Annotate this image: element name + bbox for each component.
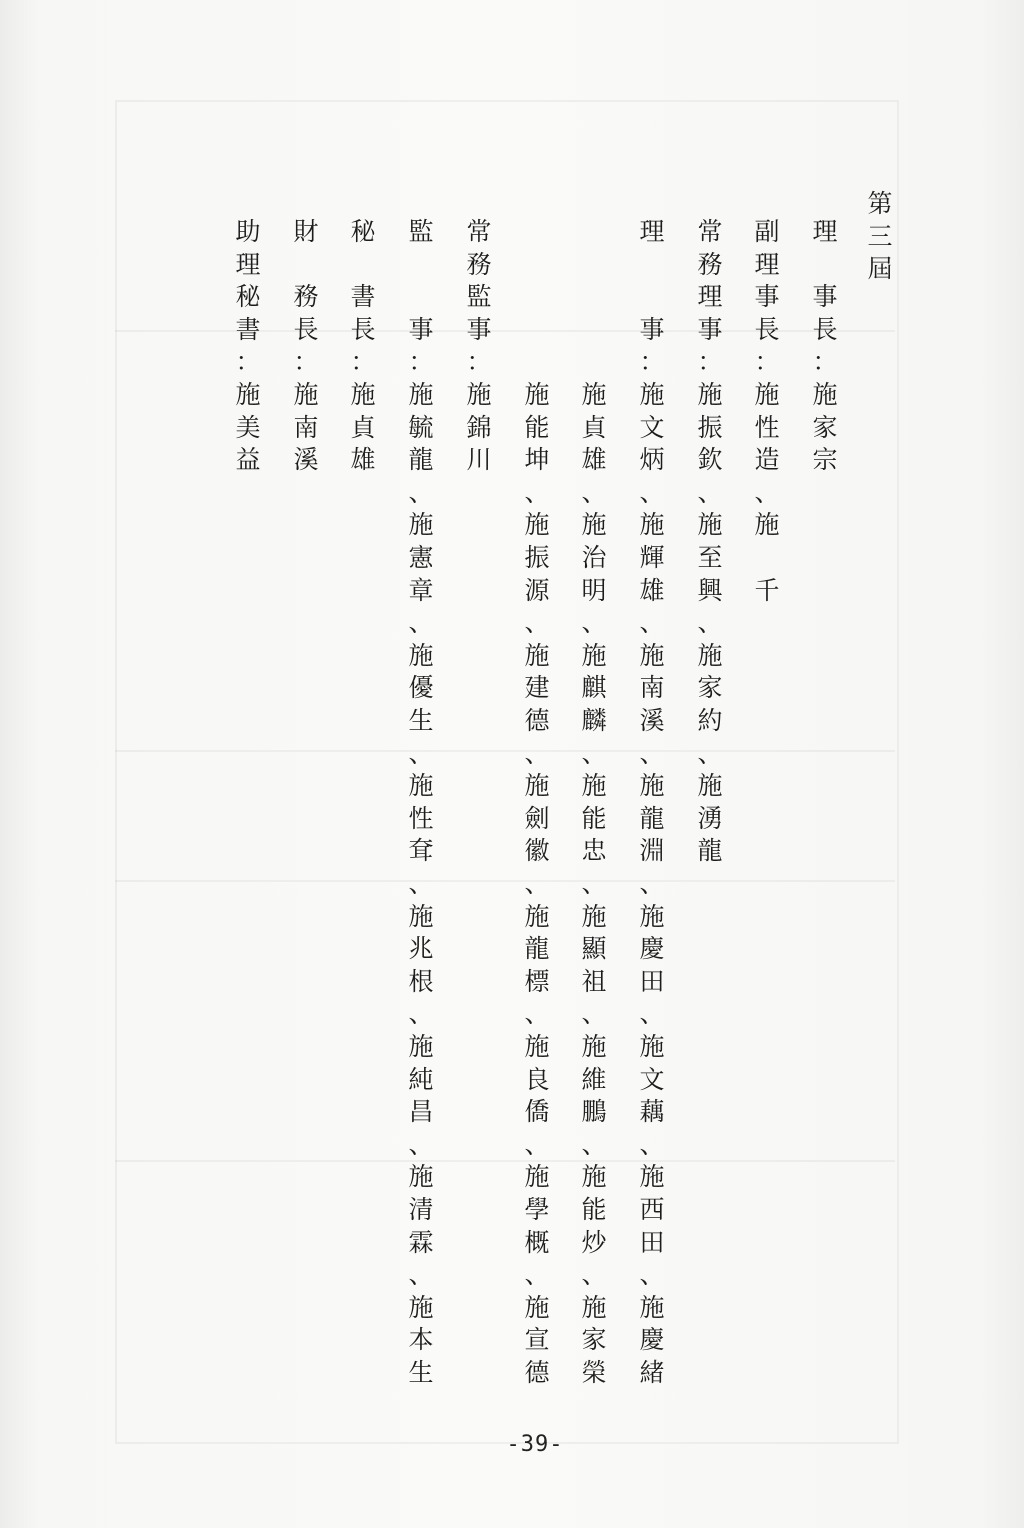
member-name-char: 概	[524, 1227, 550, 1257]
member-name-char: 施	[812, 380, 838, 409]
member-name-char: 德	[524, 1358, 550, 1387]
name-separator: 、	[639, 1260, 665, 1290]
member-name-char: 施	[350, 380, 376, 409]
role-label-char: 書	[350, 282, 376, 312]
member-name-char: 章	[408, 575, 434, 605]
member-name-char: 施	[408, 1162, 434, 1192]
member-name-char: 西	[639, 1195, 665, 1224]
name-separator: 、	[408, 1260, 434, 1290]
member-name-char: 施	[581, 1162, 607, 1192]
member-name-char: 施	[408, 771, 434, 801]
name-separator: 、	[581, 608, 607, 638]
member-name-char: 能	[581, 803, 607, 833]
member-name-char: 麒	[581, 673, 607, 703]
role-label-char: 事	[639, 314, 665, 344]
role-colon: ：	[754, 347, 780, 377]
role-colon: ：	[350, 347, 376, 377]
member-name-char: 施	[639, 1162, 665, 1192]
member-name-char: 慶	[639, 934, 665, 964]
member-name-char: 劍	[524, 803, 550, 833]
role-colon: ：	[639, 347, 665, 377]
member-name-char: 施	[466, 380, 492, 409]
member-name-char: 僑	[524, 1097, 550, 1127]
role-label-char: 秘	[235, 282, 261, 312]
member-name-char: 施	[581, 640, 607, 670]
member-name-char: 施	[697, 640, 723, 670]
member-name-char: 溪	[293, 445, 319, 475]
member-name-char: 造	[754, 445, 780, 475]
member-name-char: 施	[639, 640, 665, 670]
role-label-char: 理	[639, 217, 665, 246]
role-label-char: 理	[754, 249, 780, 279]
name-separator: 、	[524, 608, 550, 638]
name-separator: 、	[524, 1129, 550, 1159]
role-label-char: 財	[293, 217, 319, 246]
role-label-char: 理	[812, 217, 838, 246]
member-name-char: 昌	[408, 1097, 434, 1127]
name-separator: 、	[408, 477, 434, 507]
member-name-char: 施	[697, 510, 723, 540]
member-name-char: 錦	[466, 412, 492, 442]
member-name-char: 千	[754, 575, 780, 605]
member-name-char: 優	[408, 673, 434, 703]
name-separator: 、	[639, 608, 665, 638]
member-name-char: 田	[639, 1227, 665, 1257]
name-separator: 、	[581, 1129, 607, 1159]
name-separator: 、	[524, 999, 550, 1029]
bleed-through-rule	[115, 880, 895, 882]
member-name-char: 南	[639, 673, 665, 703]
member-name-char: 施	[581, 771, 607, 801]
member-name-char: 龍	[697, 836, 723, 866]
member-name-char: 榮	[581, 1358, 607, 1387]
name-separator: 、	[581, 999, 607, 1029]
member-name-char: 施	[639, 1032, 665, 1061]
member-name-char: 施	[524, 1162, 550, 1192]
role-label-char: 長	[350, 314, 376, 344]
member-name-char: 本	[408, 1325, 434, 1355]
heading-char: 三	[867, 221, 893, 251]
role-label-char: 長	[293, 314, 319, 344]
member-name-char: 龍	[524, 934, 550, 964]
member-name-char: 家	[697, 673, 723, 703]
member-name-char: 維	[581, 1064, 607, 1094]
role-label-char: 助	[235, 217, 261, 246]
role-label-char: 理	[697, 282, 723, 312]
member-name-char: 輝	[639, 543, 665, 572]
member-name-char: 家	[812, 412, 838, 442]
name-separator: 、	[524, 1260, 550, 1290]
name-separator: 、	[639, 1129, 665, 1159]
member-name-char: 宣	[524, 1325, 550, 1355]
member-name-char: 施	[639, 1292, 665, 1322]
role-colon: ：	[697, 347, 723, 377]
name-separator: 、	[524, 738, 550, 768]
name-separator: 、	[754, 477, 780, 507]
member-name-char: 龍	[639, 803, 665, 833]
member-name-char: 炳	[639, 445, 665, 475]
member-name-char: 性	[408, 803, 434, 833]
name-separator: 、	[639, 999, 665, 1029]
member-name-char: 施	[235, 380, 261, 409]
role-label-char: 務	[466, 249, 492, 279]
name-separator: 、	[639, 738, 665, 768]
role-label-char: 務	[293, 282, 319, 312]
member-name-char: 施	[408, 901, 434, 931]
role-label-char: 監	[408, 217, 434, 246]
member-name-char: 源	[524, 575, 550, 605]
member-name-char: 施	[581, 1292, 607, 1322]
heading-char: 屆	[867, 254, 893, 284]
member-name-char: 施	[408, 1032, 434, 1061]
member-name-char: 能	[524, 412, 550, 442]
name-separator: 、	[639, 477, 665, 507]
heading-char: 第	[867, 189, 893, 218]
member-name-char: 施	[639, 771, 665, 801]
member-name-char: 良	[524, 1064, 550, 1094]
member-name-char: 建	[524, 673, 550, 703]
member-name-char: 雄	[350, 445, 376, 475]
member-name-char: 宗	[812, 445, 838, 475]
member-name-char: 淵	[639, 836, 665, 866]
member-name-char: 施	[293, 380, 319, 409]
member-name-char: 振	[524, 543, 550, 572]
member-name-char: 文	[639, 412, 665, 442]
member-name-char: 治	[581, 543, 607, 572]
role-label-char: 長	[812, 314, 838, 344]
role-label-char: 事	[408, 314, 434, 344]
role-label-char: 副	[754, 217, 780, 246]
member-name-char: 施	[524, 640, 550, 670]
member-name-char: 兆	[408, 934, 434, 964]
member-name-char: 施	[524, 380, 550, 409]
member-name-char: 川	[466, 445, 492, 475]
member-name-char: 施	[697, 771, 723, 801]
member-name-char: 施	[697, 380, 723, 409]
member-name-char: 明	[581, 575, 607, 605]
member-name-char: 學	[524, 1195, 550, 1224]
member-name-char: 鵬	[581, 1097, 607, 1127]
name-separator: 、	[581, 738, 607, 768]
member-name-char: 純	[408, 1064, 434, 1094]
role-colon: ：	[235, 347, 261, 377]
role-label-char: 長	[754, 314, 780, 344]
role-label-char: 務	[697, 249, 723, 279]
member-name-char: 至	[697, 543, 723, 572]
role-label-char: 常	[466, 217, 492, 246]
member-name-char: 文	[639, 1064, 665, 1094]
role-label-char: 監	[466, 282, 492, 312]
member-name-char: 清	[408, 1195, 434, 1224]
name-separator: 、	[408, 869, 434, 898]
member-name-char: 雄	[581, 445, 607, 475]
member-name-char: 緒	[639, 1358, 665, 1387]
member-name-char: 慶	[639, 1325, 665, 1355]
member-name-char: 施	[639, 510, 665, 540]
role-label-char: 事	[754, 282, 780, 312]
name-separator: 、	[581, 869, 607, 898]
member-name-char: 施	[581, 380, 607, 409]
name-separator: 、	[524, 869, 550, 898]
member-name-char: 標	[524, 966, 550, 996]
member-name-char: 施	[581, 1032, 607, 1061]
member-name-char: 施	[754, 510, 780, 540]
role-colon: ：	[812, 347, 838, 377]
member-name-char: 欽	[697, 445, 723, 475]
member-name-char: 施	[524, 1032, 550, 1061]
member-name-char: 美	[235, 412, 261, 442]
role-colon: ：	[408, 347, 434, 377]
member-name-char: 施	[408, 510, 434, 540]
name-separator: 、	[524, 477, 550, 507]
member-name-char: 施	[581, 901, 607, 931]
member-name-char: 祖	[581, 966, 607, 996]
role-label-char: 書	[235, 314, 261, 344]
member-name-char: 忠	[581, 836, 607, 866]
name-separator: 、	[408, 608, 434, 638]
member-name-char: 性	[754, 412, 780, 442]
member-name-char: 龍	[408, 445, 434, 475]
member-name-char: 施	[639, 380, 665, 409]
member-name-char: 施	[524, 1292, 550, 1322]
member-name-char: 施	[524, 510, 550, 540]
member-name-char: 湧	[697, 803, 723, 833]
member-name-char: 霖	[408, 1227, 434, 1257]
member-name-char: 顯	[581, 934, 607, 964]
member-name-char: 麟	[581, 706, 607, 735]
bleed-through-rule	[115, 1160, 895, 1162]
name-separator: 、	[408, 738, 434, 768]
member-name-char: 施	[639, 901, 665, 931]
name-separator: 、	[408, 1129, 434, 1159]
name-separator: 、	[581, 477, 607, 507]
member-name-char: 興	[697, 575, 723, 605]
role-label-char: 常	[697, 217, 723, 246]
role-label-char: 事	[697, 314, 723, 344]
name-separator: 、	[639, 869, 665, 898]
role-label-char: 秘	[350, 217, 376, 246]
member-name-char: 南	[293, 412, 319, 442]
member-name-char: 約	[697, 706, 723, 735]
member-name-char: 益	[235, 445, 261, 475]
bleed-through-rule	[115, 750, 895, 752]
member-name-char: 振	[697, 412, 723, 442]
member-name-char: 憲	[408, 543, 434, 572]
member-name-char: 根	[408, 966, 434, 996]
name-separator: 、	[408, 999, 434, 1029]
member-name-char: 施	[408, 640, 434, 670]
member-name-char: 生	[408, 1358, 434, 1387]
member-name-char: 施	[408, 380, 434, 409]
member-name-char: 炒	[581, 1227, 607, 1257]
member-name-char: 生	[408, 706, 434, 735]
member-name-char: 田	[639, 966, 665, 996]
member-name-char: 藕	[639, 1097, 665, 1127]
member-name-char: 貞	[350, 412, 376, 442]
role-colon: ：	[293, 347, 319, 377]
page-number: -39-	[506, 1432, 564, 1457]
name-separator: 、	[697, 738, 723, 768]
name-separator: 、	[697, 608, 723, 638]
member-name-char: 家	[581, 1325, 607, 1355]
member-name-char: 施	[524, 901, 550, 931]
member-name-char: 雄	[639, 575, 665, 605]
member-name-char: 溪	[639, 706, 665, 735]
name-separator: 、	[697, 477, 723, 507]
member-name-char: 施	[754, 380, 780, 409]
member-name-char: 毓	[408, 412, 434, 442]
member-name-char: 徽	[524, 836, 550, 866]
member-name-char: 施	[408, 1292, 434, 1322]
role-label-char: 理	[235, 249, 261, 279]
role-label-char: 事	[812, 282, 838, 312]
member-name-char: 能	[581, 1195, 607, 1224]
role-colon: ：	[466, 347, 492, 377]
name-separator: 、	[581, 1260, 607, 1290]
member-name-char: 施	[524, 771, 550, 801]
member-name-char: 貞	[581, 412, 607, 442]
member-name-char: 施	[581, 510, 607, 540]
member-name-char: 德	[524, 706, 550, 735]
member-name-char: 耷	[408, 836, 434, 866]
member-name-char: 坤	[524, 445, 550, 475]
role-label-char: 事	[466, 314, 492, 344]
